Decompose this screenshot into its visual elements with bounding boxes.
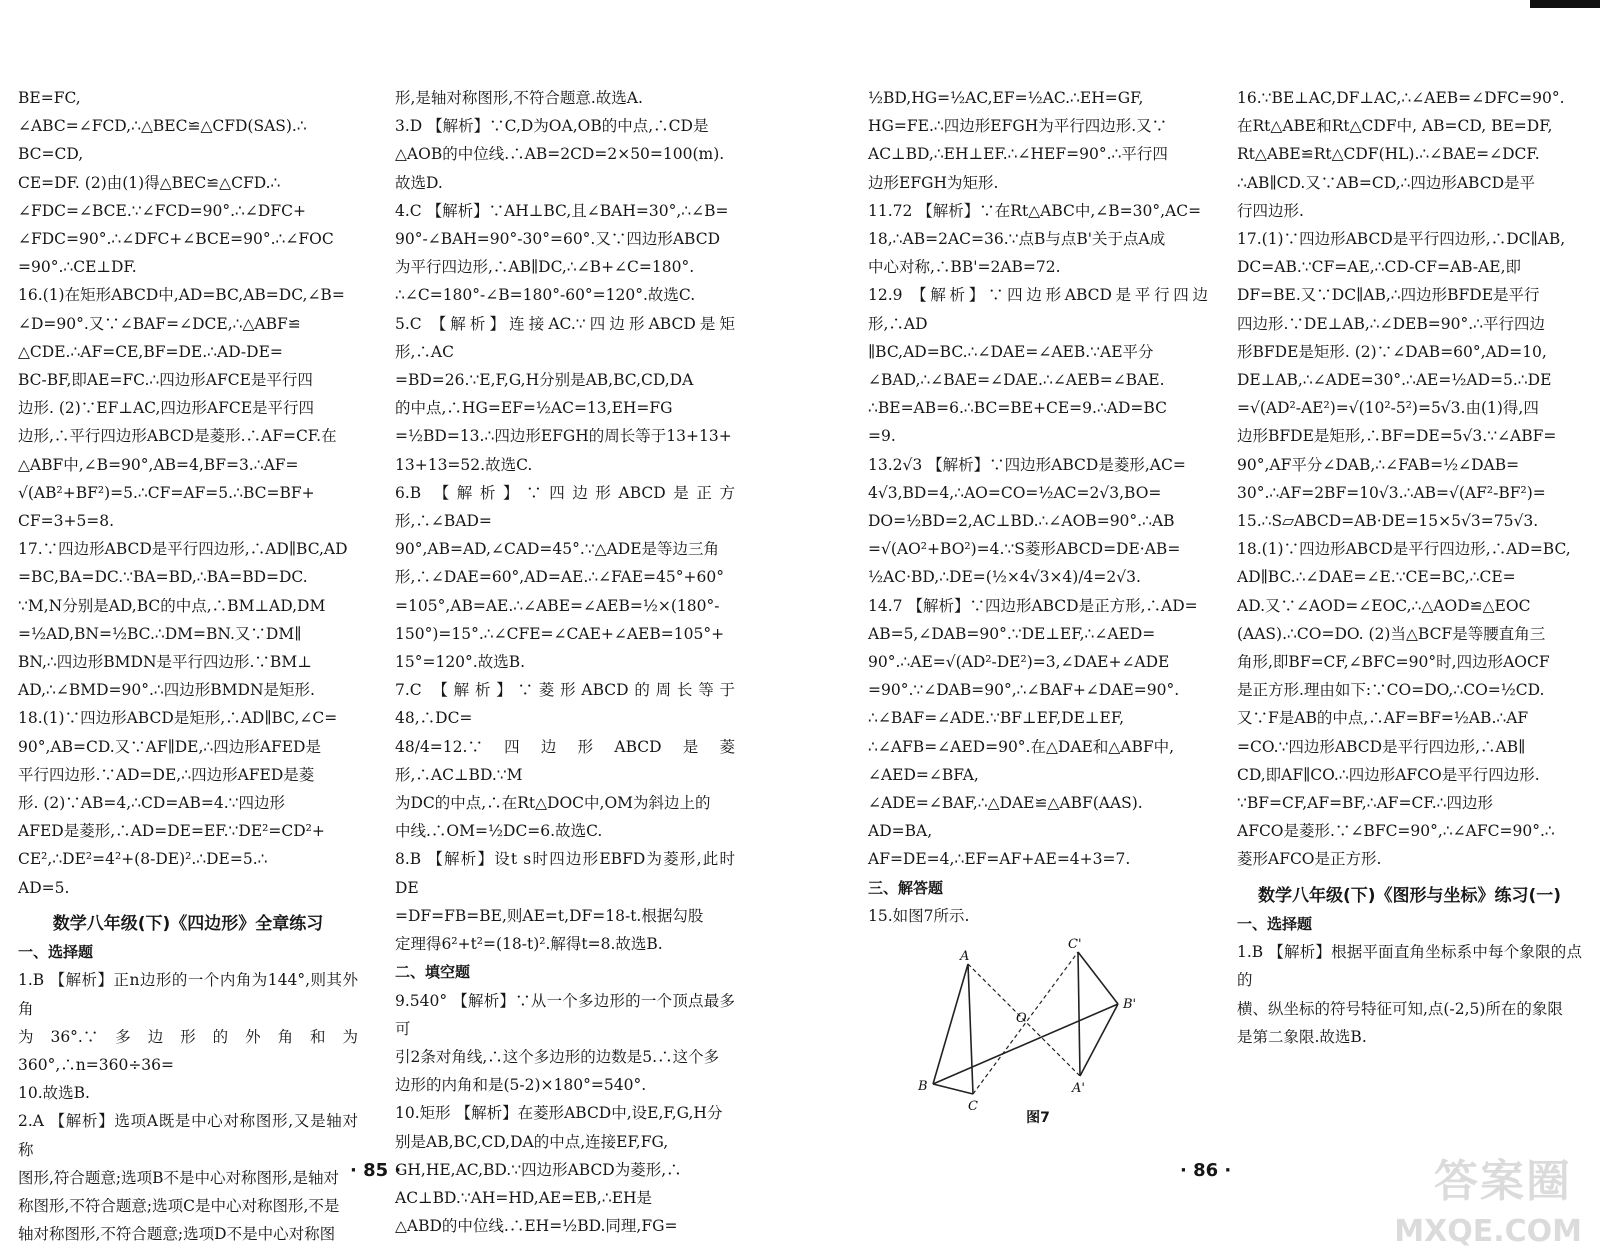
col2-line: 形,是轴对称图形,不符合题意.故选A. bbox=[395, 89, 643, 107]
corner-mark bbox=[1530, 0, 1600, 8]
col1-line: 形. (2)∵AB=4,∴CD=AB=4.∵四边形 bbox=[18, 794, 286, 813]
col4-line: Rt△ABE≌Rt△CDF(HL).∴∠BAE=∠DCF. bbox=[1237, 145, 1540, 164]
col1-tail-line: 轴对称图形,不符合题意;选项D不是中心对称图 bbox=[18, 1225, 336, 1244]
col2-line: 90°,AB=AD,∠CAD=45°.∵△ADE是等边三角 bbox=[395, 540, 720, 559]
sub-title-fill: 二、填空题 bbox=[395, 963, 471, 982]
col1-line: CE²,∴DE²=4²+(8-DE)².∴DE=5.∴ bbox=[18, 850, 268, 869]
col1-line: △CDE.∴AF=CE,BF=DE.∴AD-DE= bbox=[18, 342, 283, 361]
col2-line: 6.B 【解析】∵四边形ABCD是正方形,∴∠BAD= bbox=[395, 483, 735, 531]
col2-tail-line: GH,HE,AC,BD.∵四边形ABCD为菱形,∴ bbox=[395, 1160, 682, 1179]
col4-line: 又∵F是AB的中点,∴AF=BF=½AB.∴AF bbox=[1237, 709, 1529, 728]
left-page-column-2 bbox=[395, 84, 735, 1240]
col2-line: 90°-∠BAH=90°-30°=60°.又∵四边形ABCD bbox=[395, 230, 721, 249]
col4-line: AD.又∵∠AOD=∠EOC,∴△AOD≌△EOC bbox=[1237, 596, 1531, 615]
col1-line: BC-BF,即AE=FC.∴四边形AFCE是平行四 bbox=[18, 371, 313, 390]
col2-line: 13+13=52.故选C. bbox=[395, 455, 533, 474]
col1-line: △ABF中,∠B=90°,AB=4,BF=3.∴AF= bbox=[18, 455, 299, 474]
col1-tail-line: 称图形,不符合题意;选项C是中心对称图形,不是 bbox=[18, 1196, 340, 1215]
col2-line: 中线.∴OM=½DC=6.故选C. bbox=[395, 822, 603, 841]
col2-tail-line: 引2条对角线,∴这个多边形的边数是5.∴这个多 bbox=[395, 1047, 720, 1066]
figure-7 bbox=[868, 934, 1208, 1115]
col2-line: 为DC的中点,∴在Rt△DOC中,OM为斜边上的 bbox=[395, 794, 711, 813]
col1-line: AD,∴∠BMD=90°.∴四边形BMDN是矩形. bbox=[18, 681, 315, 700]
col1-tail-line: 10.故选B. bbox=[18, 1084, 90, 1103]
col2-line: 的中点,∴HG=EF=½AC=13,EH=FG bbox=[395, 399, 673, 418]
col4-line: (AAS).∴CO=DO. (2)当△BCF是等腰直角三 bbox=[1237, 624, 1546, 643]
col3-line: ∠BAD,∴∠BAE=∠DAE.∴∠AEB=∠BAE. bbox=[868, 371, 1165, 390]
col2-tail-line: 边形的内角和是(5-2)×180°=540°. bbox=[395, 1076, 647, 1095]
col1-line: BN,∴四边形BMDN是平行四边形.∵BM⊥ bbox=[18, 653, 312, 672]
col2-line: 8.B 【解析】设t s时四边形EBFD为菱形,此时DE bbox=[395, 850, 735, 897]
col1-line: 平行四边形.∵AD=DE,∴四边形AFED是菱 bbox=[18, 765, 315, 784]
col1-line: =BC,BA=DC.∵BA=BD,∴BA=BD=DC. bbox=[18, 568, 308, 587]
col1-line: 边形,∴平行四边形ABCD是菱形.∴AF=CF.在 bbox=[18, 427, 337, 446]
col1-line: ∠FDC=∠BCE.∵∠FCD=90°.∴∠DFC+ bbox=[18, 201, 306, 220]
figure-7-diagram bbox=[868, 934, 1208, 1115]
figure-caption: 图7 bbox=[1026, 1110, 1050, 1127]
col4-line: 90°,AF平分∠DAB,∴∠FAB=½∠DAB= bbox=[1237, 455, 1520, 474]
col4-line: DF=BE.又∵DC∥AB,∴四边形BFDE是平行 bbox=[1237, 286, 1540, 305]
col4-line: =√(AD²-AE²)=√(10²-5²)=5√3.由(1)得,四 bbox=[1237, 399, 1539, 418]
col1-line: AFED是菱形,∴AD=DE=EF.∵DE²=CD²+ bbox=[18, 822, 325, 841]
col2-line: 3.D 【解析】∵C,D为OA,OB的中点,∴CD是 bbox=[395, 117, 709, 136]
col2-line: 5.C 【解析】连接AC.∵四边形ABCD是矩形,∴AC bbox=[395, 314, 735, 361]
sub-title-choice: 一、选择题 bbox=[18, 943, 94, 962]
col3-line: 12.9 【解析】∵四边形ABCD是平行四边形,∴AD bbox=[868, 286, 1208, 333]
col1-line: AD=5. bbox=[18, 878, 70, 897]
col2-line: =BD=26.∵E,F,G,H分别是AB,BC,CD,DA bbox=[395, 371, 694, 390]
col4-line: 边形BFDE是矩形,∴BF=DE=5√3.∵∠ABF= bbox=[1237, 427, 1557, 446]
col2-tail-line: △ABD的中位线.∴EH=½BD.同理,FG= bbox=[395, 1217, 678, 1236]
col1-line: 17.∵四边形ABCD是平行四边形,∴AD∥BC,AD bbox=[18, 540, 348, 559]
col3-line: ∠AED=∠BFA, bbox=[868, 765, 979, 784]
watermark-logo-text: 答案圈 bbox=[1434, 1156, 1572, 1207]
col3-line: 18,∴AB=2AC=36.∵点B与点B'关于点A成 bbox=[868, 230, 1166, 249]
col1-line: CE=DF. (2)由(1)得△BEC≌△CFD.∴ bbox=[18, 173, 281, 192]
col2-tail-line: AC⊥BD.∵AH=HD,AE=EB,∴EH是 bbox=[395, 1188, 653, 1207]
col3-line: AD=BA, bbox=[868, 822, 933, 841]
col1-tail-line: 2.A 【解析】选项A既是中心对称图形,又是轴对称 bbox=[18, 1112, 358, 1159]
col3-line: 11.72 【解析】∵在Rt△ABC中,∠B=30°,AC= bbox=[868, 201, 1202, 220]
label-a: A bbox=[960, 949, 970, 965]
col3-line: ∴∠BAF=∠ADE.∵BF⊥EF,DE⊥EF, bbox=[868, 709, 1125, 728]
col4-line: 四边形.∵DE⊥AB,∴∠DEB=90°.∴平行四边 bbox=[1237, 314, 1545, 333]
col4-tail-line: 1.B 【解析】根据平面直角坐标系中每个象限的点的 bbox=[1237, 943, 1582, 990]
segment-ca bbox=[968, 964, 973, 1094]
col3-line: AC⊥BD,∴EH⊥EF.∴∠HEF=90°.∴平行四 bbox=[868, 145, 1168, 164]
col1-line: 边形. (2)∵EF⊥AC,四边形AFCE是平行四 bbox=[18, 399, 315, 418]
col1-tail-line: 1.B 【解析】正n边形的一个内角为144°,则其外角 bbox=[18, 971, 358, 1018]
col4-line: DE⊥AB,∴∠ADE=30°.∴AE=½AD=5.∴DE bbox=[1237, 371, 1552, 390]
label-o: O bbox=[1016, 1011, 1027, 1027]
col3-line: =90°.∵∠DAB=90°,∴∠BAF+∠DAE=90°. bbox=[868, 681, 1180, 700]
watermark-url: MXQE.COM bbox=[1394, 1214, 1582, 1249]
page-number-right: · 86 · bbox=[1180, 1160, 1232, 1181]
col4-line: AFCO是菱形.∵∠BFC=90°,∴∠AFC=90°.∴ bbox=[1237, 822, 1555, 841]
col2-line: 4.C 【解析】∵AH⊥BC,且∠BAH=30°,∴∠B= bbox=[395, 201, 729, 220]
right-page-column-4 bbox=[1237, 84, 1582, 1051]
col1-line: CF=3+5=8. bbox=[18, 512, 115, 531]
col3-line: DO=½BD=2,AC⊥BD.∴∠AOB=90°.∴AB bbox=[868, 512, 1175, 531]
col4-line: 30°.∴AF=2BF=10√3.∴AB=√(AF²-BF²)= bbox=[1237, 483, 1546, 502]
col2-line: 定理得6²+t²=(18-t)².解得t=8.故选B. bbox=[395, 935, 663, 954]
col1-line: √(AB²+BF²)=5.∴CF=AF=5.∴BC=BF+ bbox=[18, 483, 315, 502]
col1-line: 18.(1)∵四边形ABCD是矩形,∴AD∥BC,∠C= bbox=[18, 709, 338, 728]
col1-tail-line: 图形,符合题意;选项B不是中心对称图形,是轴对 bbox=[18, 1168, 339, 1187]
col1-line: BC=CD, bbox=[18, 145, 84, 164]
col4-line: ∵BF=CF,AF=BF,∴AF=CF.∴四边形 bbox=[1237, 794, 1493, 813]
col2-line: 形,∴∠DAE=60°,AD=AE.∴∠FAE=45°+60° bbox=[395, 568, 724, 587]
col4-line: ∴AB∥CD.又∵AB=CD,∴四边形ABCD是平 bbox=[1237, 173, 1536, 192]
col4-line: 是正方形.理由如下:∵CO=DO,∴CO=½CD. bbox=[1237, 681, 1545, 700]
col3-line: 边形EFGH为矩形. bbox=[868, 173, 999, 192]
col1-line: ∠ABC=∠FCD,∴△BEC≌△CFD(SAS).∴ bbox=[18, 117, 307, 136]
col1-line: ∠FDC=90°.∴∠DFC+∠BCE=90°.∴∠FOC bbox=[18, 230, 334, 249]
col3-line: ∴∠AFB=∠AED=90°.在△DAE和△ABF中, bbox=[868, 737, 1175, 756]
col2-line: ∴∠C=180°-∠B=180°-60°=120°.故选C. bbox=[395, 286, 696, 305]
col1-line: 90°,AB=CD.又∵AF∥DE,∴四边形AFED是 bbox=[18, 737, 321, 756]
col2-line: 故选D. bbox=[395, 173, 443, 192]
col2-line: =DF=FB=BE,则AE=t,DF=18-t.根据勾股 bbox=[395, 906, 704, 925]
col2-line: 15°=120°.故选B. bbox=[395, 653, 526, 672]
col4-line: 18.(1)∵四边形ABCD是平行四边形,∴AD=BC, bbox=[1237, 540, 1571, 559]
col2-tail-line: 10.矩形 【解析】在菱形ABCD中,设E,F,G,H分 bbox=[395, 1104, 723, 1123]
col4-line: =CO.∵四边形ABCD是平行四边形,∴AB∥ bbox=[1237, 737, 1526, 756]
col4-line: 15.∴S▱ABCD=AB·DE=15×5√3=75√3. bbox=[1237, 512, 1539, 531]
col3-line: 13.2√3 【解析】∵四边形ABCD是菱形,AC= bbox=[868, 455, 1186, 474]
col1-line: =½AD,BN=½BC.∴DM=BN.又∵DM∥ bbox=[18, 624, 302, 643]
col4-tail-line: 横、纵坐标的符号特征可知,点(-2,5)所在的象限 bbox=[1237, 999, 1563, 1018]
segment-bc bbox=[933, 1084, 973, 1094]
col2-tail-line: 别是AB,BC,CD,DA的中点,连接EF,FG, bbox=[395, 1132, 669, 1151]
label-c: C bbox=[968, 1099, 978, 1115]
col2-line: =½BD=13.∴四边形EFGH的周长等于13+13+ bbox=[395, 427, 732, 446]
watermark bbox=[1322, 1149, 1582, 1249]
section-title: 数学八年级(下)《四边形》全章练习 bbox=[52, 913, 324, 934]
col1-line: BE=FC, bbox=[18, 89, 81, 107]
sub-title-solve: 三、解答题 bbox=[868, 878, 944, 897]
col3-line: =9. bbox=[868, 427, 896, 446]
col1-line: ∵M,N分别是AD,BC的中点,∴BM⊥AD,DM bbox=[18, 596, 326, 615]
label-a-prime: A' bbox=[1072, 1081, 1085, 1097]
col3-line: HG=FE.∴四边形EFGH为平行四边形.又∵ bbox=[868, 117, 1168, 136]
col2-tail-line: 9.540° 【解析】∵从一个多边形的一个顶点最多可 bbox=[395, 991, 735, 1038]
col2-line: 48/4=12.∵四边形ABCD是菱形,∴AC⊥BD.∵M bbox=[395, 737, 735, 784]
label-c-prime: C' bbox=[1068, 937, 1082, 953]
col3-line: ½AC·BD,∴DE=(½×4√3×4)/4=2√3. bbox=[868, 568, 1141, 587]
col3-line: ∴BE=AB=6.∴BC=BE+CE=9.∴AD=BC bbox=[868, 399, 1167, 418]
col4-line: AD∥BC.∴∠DAE=∠E.∵CE=BC,∴CE= bbox=[1237, 568, 1516, 587]
col2-line: 为平行四边形,∴AB∥DC,∴∠B+∠C=180°. bbox=[395, 258, 695, 277]
col4-line: CD,即AF∥CO.∴四边形AFCO是平行四边形. bbox=[1237, 765, 1540, 784]
col2-line: △AOB的中位线.∴AB=2CD=2×50=100(m). bbox=[395, 145, 725, 164]
col3-line: 4√3,BD=4,∴AO=CO=½AC=2√3,BO= bbox=[868, 483, 1162, 502]
section-title-2: 数学八年级(下)《图形与坐标》练习(一) bbox=[1257, 885, 1562, 906]
col4-line: 形BFDE是矩形. (2)∵∠DAB=60°,AD=10, bbox=[1237, 342, 1547, 361]
col4-line: 在Rt△ABE和Rt△CDF中, AB=CD, BE=DF, bbox=[1237, 117, 1553, 136]
left-page-column-1 bbox=[18, 84, 358, 1248]
col2-line: 7.C 【解析】∵菱形ABCD的周长等于48,∴DC= bbox=[395, 681, 735, 728]
col3-line: AF=DE=4,∴EF=AF+AE=4+3=7. bbox=[868, 850, 1131, 869]
col3-line: ½BD,HG=½AC,EF=½AC.∴EH=GF, bbox=[868, 89, 1144, 107]
col4-line: 角形,即BF=CF,∠BFC=90°时,四边形AOCF bbox=[1237, 653, 1550, 672]
col1-line: =90°.∴CE⊥DF. bbox=[18, 258, 137, 277]
col3-line: =√(AO²+BO²)=4.∵S菱形ABCD=DE·AB= bbox=[868, 540, 1181, 559]
col3-line: AB=5,∠DAB=90°.∵DE⊥EF,∴∠AED= bbox=[868, 624, 1156, 643]
page-number-left: · 85 · bbox=[350, 1160, 402, 1181]
segment-c1b1 bbox=[1078, 952, 1118, 1004]
col3-line: 14.7 【解析】∵四边形ABCD是正方形,∴AD= bbox=[868, 596, 1198, 615]
col1-tail-line: 为36°.∵多边形的外角和为360°,∴n=360÷36= bbox=[18, 1027, 358, 1074]
col3-line: ∥BC,AD=BC.∴∠DAE=∠AEB.∵AE平分 bbox=[868, 342, 1154, 361]
segment-b1a1 bbox=[1080, 1004, 1118, 1076]
col3-line: ∠ADE=∠BAF,∴△DAE≌△ABF(AAS). bbox=[868, 794, 1143, 813]
col4-tail-line: 是第二象限.故选B. bbox=[1237, 1027, 1367, 1046]
segment-ab bbox=[933, 964, 968, 1084]
col2-line: 150°)=15°.∴∠CFE=∠CAE+∠AEB=105°+ bbox=[395, 624, 725, 643]
col1-line: ∠D=90°.又∵∠BAF=∠DCE,∴△ABF≌ bbox=[18, 314, 301, 333]
sub-title-choice-2: 一、选择题 bbox=[1237, 914, 1313, 933]
col3-line: 中心对称,∴BB'=2AB=72. bbox=[868, 258, 1061, 277]
col2-line: =105°,AB=AE.∴∠ABE=∠AEB=½×(180°- bbox=[395, 596, 720, 615]
col4-line: 菱形AFCO是正方形. bbox=[1237, 850, 1382, 869]
col4-line: 16.∵BE⊥AC,DF⊥AC,∴∠AEB=∠DFC=90°. bbox=[1237, 89, 1565, 107]
col1-line: 16.(1)在矩形ABCD中,AD=BC,AB=DC,∠B= bbox=[18, 286, 345, 305]
label-b-prime: B' bbox=[1123, 997, 1137, 1013]
question-15: 15.如图7所示. bbox=[868, 906, 970, 925]
label-b: B bbox=[918, 1079, 928, 1095]
col3-line: 90°.∴AE=√(AD²-DE²)=3,∠DAE+∠ADE bbox=[868, 653, 1170, 672]
segment-a1c1 bbox=[1078, 952, 1080, 1076]
col4-line: 行四边形. bbox=[1237, 201, 1304, 220]
col4-line: 17.(1)∵四边形ABCD是平行四边形,∴DC∥AB, bbox=[1237, 230, 1566, 249]
right-page-column-3 bbox=[868, 84, 1208, 1132]
col4-line: DC=AB.∵CF=AE,∴CD-CF=AB-AE,即 bbox=[1237, 258, 1522, 277]
